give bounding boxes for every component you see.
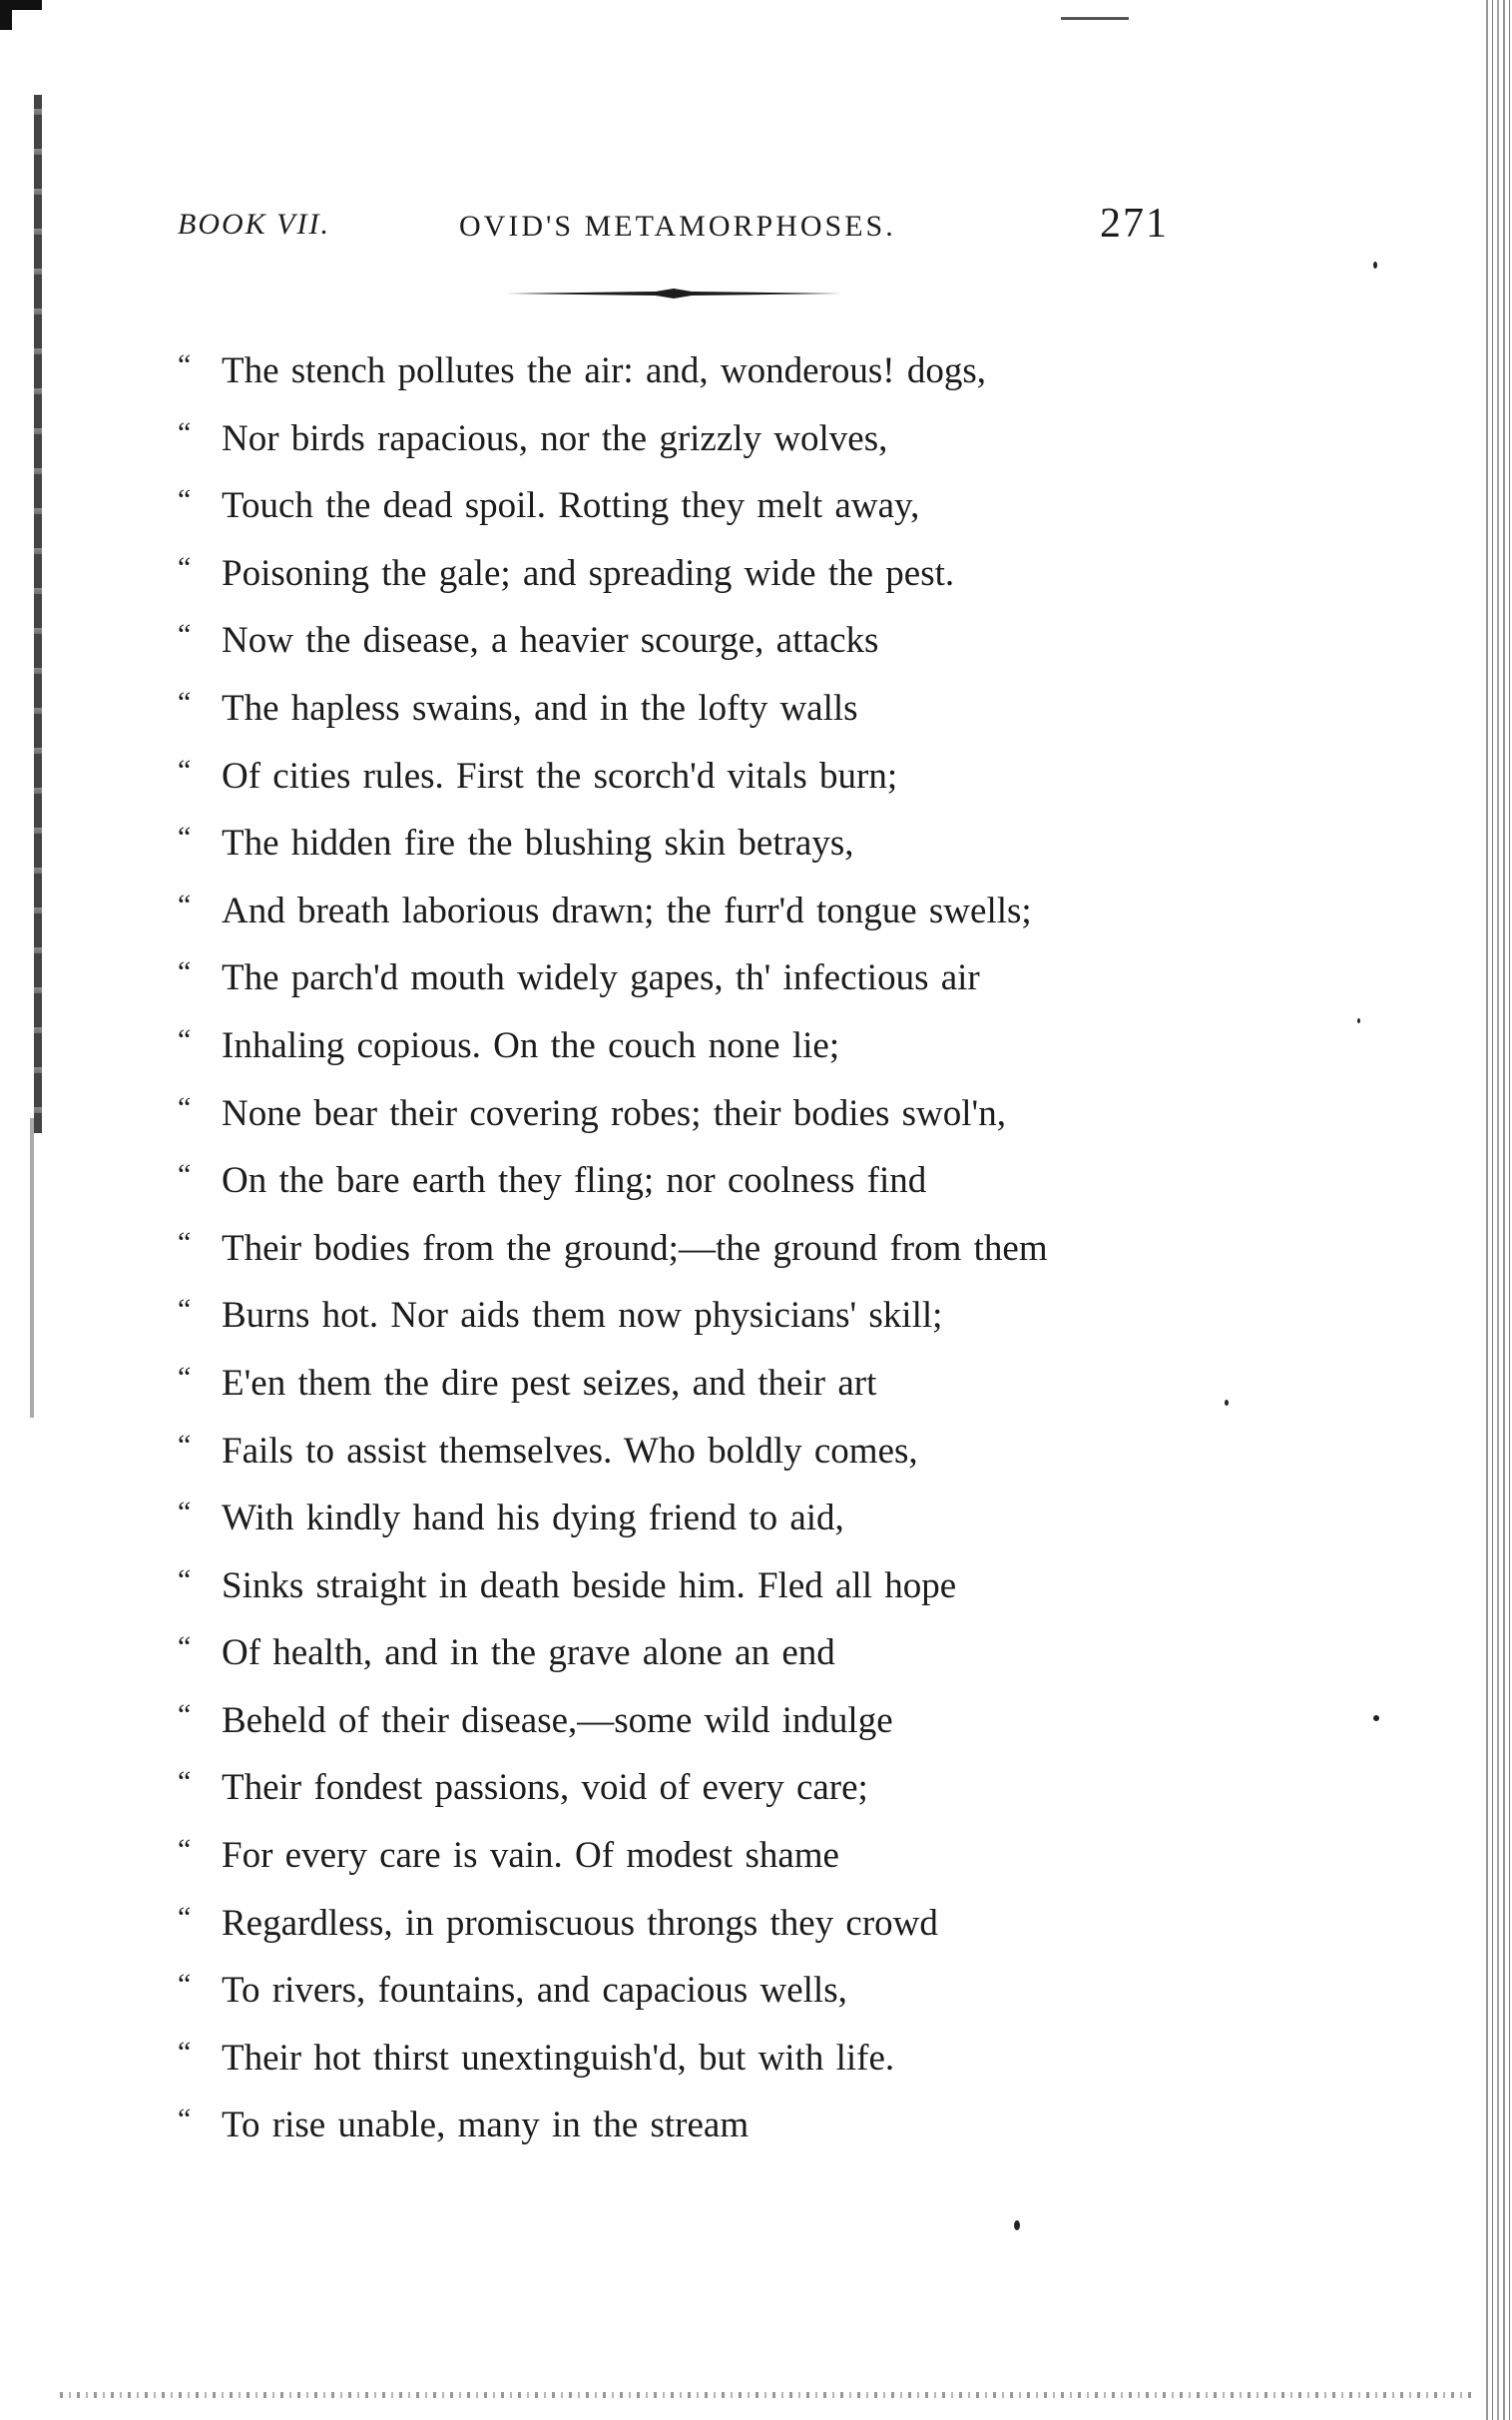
verse-line	[178, 675, 1275, 743]
verse-line	[178, 1147, 1275, 1215]
verse-text: Regardless, in promiscuous throngs they crowd	[222, 1902, 938, 1944]
verse-line	[178, 1282, 1275, 1350]
verse-line	[178, 1418, 1275, 1486]
verse-line	[178, 607, 1275, 675]
quotation-mark: “	[178, 888, 192, 921]
verse-text: Inhaling copious. On the couch none lie;	[222, 1024, 840, 1066]
verse-text: For every care is vain. Of modest shame	[222, 1835, 839, 1877]
verse-text: Poisoning the gale; and spreading wide the pest.	[222, 552, 955, 594]
running-title: OVID'S METAMORPHOSES.	[459, 210, 896, 243]
verse-line	[178, 1754, 1275, 1822]
quotation-mark: “	[178, 1833, 192, 1867]
verse-line	[178, 2092, 1275, 2159]
verse-text: The hidden fire the blushing skin betrays,	[222, 823, 854, 865]
quotation-mark: “	[178, 1968, 192, 2002]
verse-line	[178, 2025, 1275, 2093]
verse-line	[178, 1687, 1275, 1755]
verse-text: Sinks straight in death beside him. Fled all hope	[222, 1564, 957, 1606]
verse-text: Nor birds rapacious, nor the grizzly wolves,	[222, 417, 888, 459]
verse-text: Their hot thirst unextinguish'd, but with life.	[222, 2037, 895, 2079]
verse-line	[178, 1485, 1275, 1552]
quotation-mark: “	[178, 821, 192, 855]
verse-text: Burns hot. Nor aids them now physicians' skill;	[222, 1295, 943, 1337]
quotation-mark: “	[178, 1225, 192, 1259]
quotation-mark: “	[178, 1697, 192, 1731]
quotation-mark: “	[178, 415, 192, 449]
ink-speck	[1373, 1715, 1379, 1721]
verse-line	[178, 1080, 1275, 1148]
quotation-mark: “	[178, 1158, 192, 1192]
verse-line	[178, 743, 1275, 811]
verse-line	[178, 472, 1275, 540]
quotation-mark: “	[178, 685, 192, 719]
verse-line	[178, 810, 1275, 878]
quotation-mark: “	[178, 1360, 192, 1394]
binding-edge-shadow	[34, 95, 42, 1133]
verse-text: With kindly hand his dying friend to aid,	[222, 1498, 844, 1539]
quotation-mark: “	[178, 550, 192, 584]
verse-text: To rise unable, many in the stream	[222, 2105, 750, 2146]
verse-line	[178, 1012, 1275, 1080]
ink-speck	[1373, 262, 1377, 269]
book-label: BOOK VII.	[178, 208, 330, 241]
verse-text: Their fondest passions, void of every care;	[222, 1767, 868, 1809]
ink-speck	[1357, 1018, 1360, 1023]
verse-line	[178, 1215, 1275, 1283]
verse-line	[178, 337, 1275, 405]
quotation-mark: “	[178, 1900, 192, 1934]
page-edge-lines	[1482, 0, 1512, 2420]
quotation-mark: “	[178, 1090, 192, 1124]
verse-text: Touch the dead spoil. Rotting they melt away,	[222, 485, 920, 527]
quotation-mark: “	[178, 753, 192, 787]
verse-line	[178, 1552, 1275, 1620]
verse-text: The hapless swains, and in the lofty walls	[222, 687, 858, 729]
quotation-mark: “	[178, 1562, 192, 1596]
verse-text: The stench pollutes the air: and, wonderous! dogs,	[222, 350, 986, 391]
quotation-mark: “	[178, 955, 192, 989]
scan-bottom-noise	[60, 2392, 1477, 2398]
quotation-mark: “	[178, 2035, 192, 2069]
verse-line	[178, 405, 1275, 473]
quotation-mark: “	[178, 1765, 192, 1799]
verse-line	[178, 1957, 1275, 2025]
quotation-mark: “	[178, 618, 192, 652]
verse-text: Of health, and in the grave alone an end	[222, 1632, 835, 1674]
verse-text: And breath laborious drawn; the furr'd tongue swells;	[222, 890, 1032, 931]
quotation-mark: “	[178, 483, 192, 517]
verse-text: Their bodies from the ground;—the ground from them	[222, 1227, 1048, 1269]
verse-line	[178, 944, 1275, 1012]
verse-line	[178, 1619, 1275, 1687]
scan-corner-mark	[0, 0, 42, 30]
verse-text: The parch'd mouth widely gapes, th' infectious air	[222, 957, 980, 999]
verse-text: Now the disease, a heavier scourge, attacks	[222, 620, 879, 662]
verse-text: Of cities rules. First the scorch'd vitals burn;	[222, 755, 898, 797]
verse-line	[178, 1350, 1275, 1418]
verse-text: Fails to assist themselves. Who boldly comes,	[222, 1430, 918, 1472]
verse-text: On the bare earth they fling; nor coolness find	[222, 1160, 927, 1202]
verse-line	[178, 1890, 1275, 1958]
verse-text: Beheld of their disease,—some wild indulge	[222, 1699, 893, 1741]
page-number: 271	[1100, 201, 1169, 247]
quotation-mark: “	[178, 348, 192, 381]
verse-line	[178, 1822, 1275, 1890]
ink-speck	[1014, 2220, 1020, 2230]
running-head	[178, 200, 1176, 260]
quotation-mark: “	[178, 1293, 192, 1327]
ornamental-rule	[506, 288, 841, 300]
scan-top-mark	[1061, 17, 1129, 20]
binding-edge-shadow-lower	[30, 1118, 34, 1418]
verse-text: E'en them the dire pest seizes, and their art	[222, 1362, 877, 1404]
poem-text	[178, 337, 1275, 2159]
verse-text: None bear their covering robes; their bodies swol'n,	[222, 1092, 1006, 1134]
quotation-mark: “	[178, 1630, 192, 1664]
quotation-mark: “	[178, 1496, 192, 1529]
verse-line	[178, 878, 1275, 945]
verse-line	[178, 540, 1275, 608]
verse-text: To rivers, fountains, and capacious wells,	[222, 1970, 847, 2012]
quotation-mark: “	[178, 1022, 192, 1056]
quotation-mark: “	[178, 1428, 192, 1462]
quotation-mark: “	[178, 2103, 192, 2136]
